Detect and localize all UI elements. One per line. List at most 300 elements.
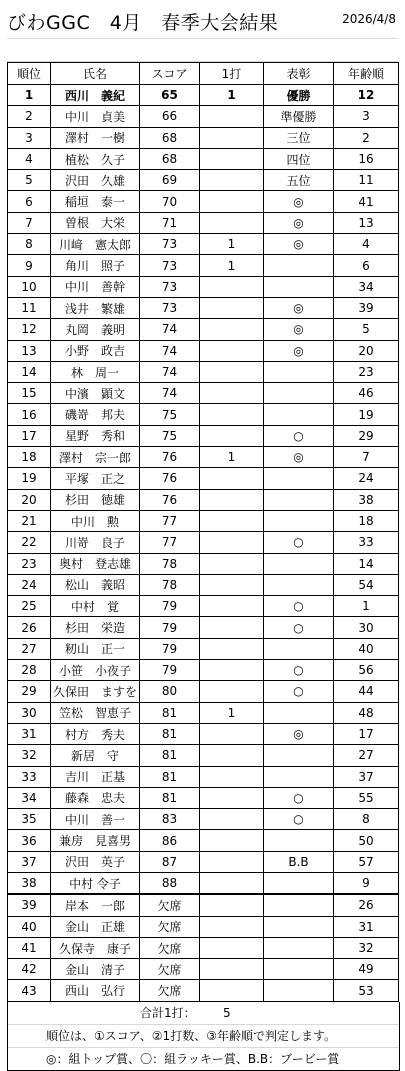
age-cell: 57 (334, 851, 399, 872)
score-cell: 77 (140, 510, 200, 531)
name-cell: 林 周一 (51, 361, 140, 382)
table-row (8, 959, 399, 980)
table-row (8, 106, 399, 127)
name-cell: 藤森 忠夫 (51, 787, 140, 808)
name-cell: 金山 清子 (51, 959, 140, 980)
rank-cell: 42 (8, 959, 51, 980)
col-strokes-header: 1打 (200, 63, 264, 85)
table-row (8, 553, 399, 574)
table-row (8, 404, 399, 425)
age-cell: 18 (334, 510, 399, 531)
rank-cell: 12 (8, 319, 51, 340)
table-row (8, 468, 399, 489)
rank-cell: 3 (8, 127, 51, 148)
table-row (8, 851, 399, 872)
results-table (7, 62, 399, 1002)
age-cell: 23 (334, 361, 399, 382)
table-row (8, 510, 399, 531)
name-cell: 岸本 一郎 (51, 894, 140, 916)
name-cell: 吉川 正基 (51, 766, 140, 787)
strokes-cell (200, 148, 264, 169)
strokes-cell (200, 191, 264, 212)
name-cell: 小野 政吉 (51, 340, 140, 361)
award-cell (264, 830, 334, 851)
table-row (8, 85, 399, 106)
strokes-cell: 1 (200, 85, 264, 106)
strokes-cell (200, 830, 264, 851)
award-cell (264, 468, 334, 489)
results-sheet (7, 0, 398, 1071)
table-row (8, 830, 399, 851)
age-cell: 31 (334, 916, 399, 937)
age-cell: 8 (334, 809, 399, 830)
strokes-cell (200, 681, 264, 702)
strokes-cell (200, 170, 264, 191)
award-cell (264, 702, 334, 723)
score-cell: 欠席 (140, 937, 200, 958)
award-cell (264, 872, 334, 894)
page-title: びわGGC 4月 春季大会結果 (7, 12, 279, 34)
age-cell: 9 (334, 872, 399, 894)
name-cell: 中川 善一 (51, 809, 140, 830)
name-cell: 杉田 徳雄 (51, 489, 140, 510)
strokes-cell (200, 809, 264, 830)
rank-cell: 36 (8, 830, 51, 851)
strokes-cell: 1 (200, 234, 264, 255)
score-cell: 68 (140, 127, 200, 148)
name-cell: 金山 正雄 (51, 916, 140, 937)
date-label: 2026/4/8 (342, 12, 396, 26)
name-cell: 中濱 顕文 (51, 383, 140, 404)
score-cell: 欠席 (140, 980, 200, 1001)
score-cell: 66 (140, 106, 200, 127)
age-cell: 20 (334, 340, 399, 361)
age-cell: 34 (334, 276, 399, 297)
age-cell: 32 (334, 937, 399, 958)
award-cell (264, 383, 334, 404)
table-row (8, 809, 399, 830)
score-cell: 73 (140, 234, 200, 255)
rank-cell: 20 (8, 489, 51, 510)
score-cell: 78 (140, 553, 200, 574)
table-row (8, 191, 399, 212)
name-cell: 平塚 正之 (51, 468, 140, 489)
rank-cell: 43 (8, 980, 51, 1001)
score-cell: 88 (140, 872, 200, 894)
rank-cell: 31 (8, 723, 51, 744)
score-cell: 74 (140, 383, 200, 404)
table-row (8, 532, 399, 553)
age-cell: 3 (334, 106, 399, 127)
age-cell: 6 (334, 255, 399, 276)
col-award-header: 表彰 (264, 63, 334, 85)
table-row (8, 127, 399, 148)
table-row (8, 212, 399, 233)
rank-cell: 37 (8, 851, 51, 872)
strokes-cell: 1 (200, 255, 264, 276)
rank-cell: 17 (8, 425, 51, 446)
title-row (7, 0, 398, 39)
award-cell: ○ (264, 617, 334, 638)
score-cell: 79 (140, 596, 200, 617)
name-cell: 磯嵜 邦夫 (51, 404, 140, 425)
rank-cell: 27 (8, 638, 51, 659)
rank-cell: 38 (8, 872, 51, 894)
award-cell: 四位 (264, 148, 334, 169)
table-row (8, 340, 399, 361)
award-cell: 優勝 (264, 85, 334, 106)
table-row (8, 234, 399, 255)
rank-cell: 6 (8, 191, 51, 212)
strokes-cell (200, 723, 264, 744)
score-cell: 79 (140, 617, 200, 638)
award-cell: ○ (264, 681, 334, 702)
rank-cell: 16 (8, 404, 51, 425)
award-cell: ◎ (264, 723, 334, 744)
rank-cell: 15 (8, 383, 51, 404)
rank-cell: 21 (8, 510, 51, 531)
name-cell: 浅井 繁雄 (51, 297, 140, 318)
table-row (8, 425, 399, 446)
name-cell: 川嵜 良子 (51, 532, 140, 553)
strokes-cell (200, 489, 264, 510)
rank-cell: 11 (8, 297, 51, 318)
name-cell: 新居 守 (51, 745, 140, 766)
score-cell: 74 (140, 319, 200, 340)
name-cell: 澤村 宗一郎 (51, 447, 140, 468)
score-cell: 欠席 (140, 916, 200, 937)
score-cell: 79 (140, 638, 200, 659)
strokes-cell (200, 787, 264, 808)
age-cell: 44 (334, 681, 399, 702)
age-cell: 14 (334, 553, 399, 574)
strokes-cell (200, 574, 264, 595)
table-row (8, 276, 399, 297)
total-label: 合計1打： (140, 1005, 196, 1020)
rank-cell: 7 (8, 212, 51, 233)
rank-cell: 28 (8, 660, 51, 681)
rank-cell: 14 (8, 361, 51, 382)
strokes-cell (200, 127, 264, 148)
rank-cell: 34 (8, 787, 51, 808)
name-cell: 小笹 小夜子 (51, 660, 140, 681)
age-cell: 2 (334, 127, 399, 148)
award-cell (264, 255, 334, 276)
rank-cell: 5 (8, 170, 51, 191)
age-cell: 49 (334, 959, 399, 980)
strokes-cell (200, 212, 264, 233)
table-row (8, 660, 399, 681)
score-cell: 87 (140, 851, 200, 872)
table-row (8, 723, 399, 744)
award-cell (264, 959, 334, 980)
award-cell: ○ (264, 787, 334, 808)
rank-cell: 24 (8, 574, 51, 595)
award-cell: ○ (264, 660, 334, 681)
rank-cell: 30 (8, 702, 51, 723)
award-cell: ◎ (264, 447, 334, 468)
table-row (8, 745, 399, 766)
award-cell: 三位 (264, 127, 334, 148)
strokes-cell (200, 638, 264, 659)
strokes-cell (200, 404, 264, 425)
age-cell: 11 (334, 170, 399, 191)
ranking-note: 順位は、①スコア、②1打数、③年齢順で判定します。 (8, 1025, 399, 1048)
age-cell: 46 (334, 383, 399, 404)
col-name-header: 氏名 (51, 63, 140, 85)
score-cell: 76 (140, 489, 200, 510)
score-cell: 83 (140, 809, 200, 830)
award-cell (264, 745, 334, 766)
table-row (8, 383, 399, 404)
score-cell: 71 (140, 212, 200, 233)
strokes-cell (200, 872, 264, 894)
table-row (8, 937, 399, 958)
strokes-cell: 1 (200, 447, 264, 468)
award-cell (264, 276, 334, 297)
col-rank-header: 順位 (8, 63, 51, 85)
age-cell: 12 (334, 85, 399, 106)
name-cell: 中村 覚 (51, 596, 140, 617)
award-cell: ○ (264, 809, 334, 830)
award-cell: ◎ (264, 319, 334, 340)
strokes-cell (200, 617, 264, 638)
score-cell: 74 (140, 361, 200, 382)
name-cell: 村方 秀夫 (51, 723, 140, 744)
award-cell (264, 916, 334, 937)
table-row (8, 255, 399, 276)
score-cell: 80 (140, 681, 200, 702)
col-score-header: スコア (140, 63, 200, 85)
table-row (8, 702, 399, 723)
strokes-cell (200, 596, 264, 617)
strokes-cell (200, 894, 264, 916)
score-cell: 86 (140, 830, 200, 851)
rank-cell: 22 (8, 532, 51, 553)
age-cell: 41 (334, 191, 399, 212)
strokes-cell (200, 745, 264, 766)
rank-cell: 4 (8, 148, 51, 169)
name-cell: 杉田 栄造 (51, 617, 140, 638)
award-cell: ○ (264, 425, 334, 446)
name-cell: 角川 照子 (51, 255, 140, 276)
col-age-header: 年齢順 (334, 63, 399, 85)
award-cell (264, 638, 334, 659)
award-cell: ◎ (264, 212, 334, 233)
table-row (8, 170, 399, 191)
strokes-cell (200, 425, 264, 446)
rank-cell: 2 (8, 106, 51, 127)
rank-cell: 32 (8, 745, 51, 766)
name-cell: 植松 久子 (51, 148, 140, 169)
name-cell: 久保寺 康子 (51, 937, 140, 958)
table-row (8, 787, 399, 808)
age-cell: 5 (334, 319, 399, 340)
score-cell: 81 (140, 766, 200, 787)
strokes-cell: 1 (200, 702, 264, 723)
award-cell: ◎ (264, 297, 334, 318)
name-cell: 久保田 ますを (51, 681, 140, 702)
name-cell: 澤村 一樹 (51, 127, 140, 148)
award-cell: ○ (264, 532, 334, 553)
name-cell: 星野 秀和 (51, 425, 140, 446)
award-cell (264, 937, 334, 958)
rank-cell: 40 (8, 916, 51, 937)
age-cell: 53 (334, 980, 399, 1001)
age-cell: 26 (334, 894, 399, 916)
strokes-cell (200, 766, 264, 787)
score-cell: 73 (140, 297, 200, 318)
strokes-cell (200, 361, 264, 382)
score-cell: 75 (140, 425, 200, 446)
name-cell: 曽根 大栄 (51, 212, 140, 233)
score-cell: 81 (140, 702, 200, 723)
age-cell: 17 (334, 723, 399, 744)
footer (7, 1002, 400, 1071)
rank-cell: 13 (8, 340, 51, 361)
rank-cell: 29 (8, 681, 51, 702)
rank-cell: 23 (8, 553, 51, 574)
rank-cell: 25 (8, 596, 51, 617)
age-cell: 24 (334, 468, 399, 489)
award-cell (264, 361, 334, 382)
table-row (8, 148, 399, 169)
age-cell: 4 (334, 234, 399, 255)
spacer-row (7, 39, 398, 62)
rank-cell: 19 (8, 468, 51, 489)
award-cell: ◎ (264, 340, 334, 361)
award-cell (264, 766, 334, 787)
score-cell: 73 (140, 255, 200, 276)
table-row (8, 297, 399, 318)
strokes-cell (200, 553, 264, 574)
score-cell: 70 (140, 191, 200, 212)
strokes-cell (200, 106, 264, 127)
name-cell: 松山 義昭 (51, 574, 140, 595)
age-cell: 48 (334, 702, 399, 723)
score-cell: 欠席 (140, 894, 200, 916)
rank-cell: 35 (8, 809, 51, 830)
award-cell (264, 489, 334, 510)
award-cell: ○ (264, 596, 334, 617)
rank-cell: 39 (8, 894, 51, 916)
award-legend: ◎：組トップ賞、〇：組ラッキー賞、B.B：ブービー賞 (8, 1048, 399, 1071)
table-row (8, 361, 399, 382)
strokes-cell (200, 340, 264, 361)
rank-cell: 41 (8, 937, 51, 958)
age-cell: 37 (334, 766, 399, 787)
rank-cell: 1 (8, 85, 51, 106)
award-cell (264, 574, 334, 595)
age-cell: 16 (334, 148, 399, 169)
score-cell: 欠席 (140, 959, 200, 980)
table-row (8, 638, 399, 659)
score-cell: 74 (140, 340, 200, 361)
age-cell: 33 (334, 532, 399, 553)
score-cell: 76 (140, 447, 200, 468)
score-cell: 79 (140, 660, 200, 681)
strokes-cell (200, 980, 264, 1001)
table-row (8, 980, 399, 1001)
score-cell: 78 (140, 574, 200, 595)
award-cell: ◎ (264, 234, 334, 255)
age-cell: 27 (334, 745, 399, 766)
name-cell: 川﨑 憲太郎 (51, 234, 140, 255)
age-cell: 50 (334, 830, 399, 851)
age-cell: 38 (334, 489, 399, 510)
age-cell: 13 (334, 212, 399, 233)
strokes-cell (200, 276, 264, 297)
strokes-cell (200, 510, 264, 531)
name-cell: 中川 善幹 (51, 276, 140, 297)
score-cell: 65 (140, 85, 200, 106)
table-row (8, 916, 399, 937)
name-cell: 笠松 智恵子 (51, 702, 140, 723)
strokes-cell (200, 916, 264, 937)
name-cell: 奥村 登志雄 (51, 553, 140, 574)
award-cell (264, 404, 334, 425)
strokes-cell (200, 660, 264, 681)
table-row (8, 872, 399, 894)
total-value: 5 (223, 1005, 231, 1020)
strokes-cell (200, 959, 264, 980)
name-cell: 西川 義紀 (51, 85, 140, 106)
strokes-cell (200, 319, 264, 340)
name-cell: 稲垣 泰一 (51, 191, 140, 212)
strokes-cell (200, 383, 264, 404)
age-cell: 40 (334, 638, 399, 659)
strokes-cell (200, 532, 264, 553)
age-cell: 54 (334, 574, 399, 595)
award-cell (264, 510, 334, 531)
score-cell: 69 (140, 170, 200, 191)
age-cell: 55 (334, 787, 399, 808)
score-cell: 77 (140, 532, 200, 553)
name-cell: 西山 弘行 (51, 980, 140, 1001)
award-cell: ◎ (264, 191, 334, 212)
rank-cell: 8 (8, 234, 51, 255)
table-row (8, 894, 399, 916)
score-cell: 68 (140, 148, 200, 169)
award-cell (264, 553, 334, 574)
name-cell: 中川 貞美 (51, 106, 140, 127)
award-cell: 準優勝 (264, 106, 334, 127)
score-cell: 76 (140, 468, 200, 489)
name-cell: 兼房 見喜男 (51, 830, 140, 851)
name-cell: 中村 令子 (51, 872, 140, 894)
score-cell: 73 (140, 276, 200, 297)
name-cell: 沢田 英子 (51, 851, 140, 872)
score-cell: 75 (140, 404, 200, 425)
name-cell: 中川 勲 (51, 510, 140, 531)
age-cell: 39 (334, 297, 399, 318)
rank-cell: 26 (8, 617, 51, 638)
award-cell: B.B (264, 851, 334, 872)
age-cell: 7 (334, 447, 399, 468)
age-cell: 19 (334, 404, 399, 425)
name-cell: 丸岡 義明 (51, 319, 140, 340)
age-cell: 29 (334, 425, 399, 446)
table-row (8, 617, 399, 638)
award-cell: 五位 (264, 170, 334, 191)
rank-cell: 9 (8, 255, 51, 276)
rank-cell: 18 (8, 447, 51, 468)
award-cell (264, 894, 334, 916)
table-row (8, 447, 399, 468)
score-cell: 81 (140, 745, 200, 766)
table-row (8, 489, 399, 510)
header-row (8, 63, 399, 85)
